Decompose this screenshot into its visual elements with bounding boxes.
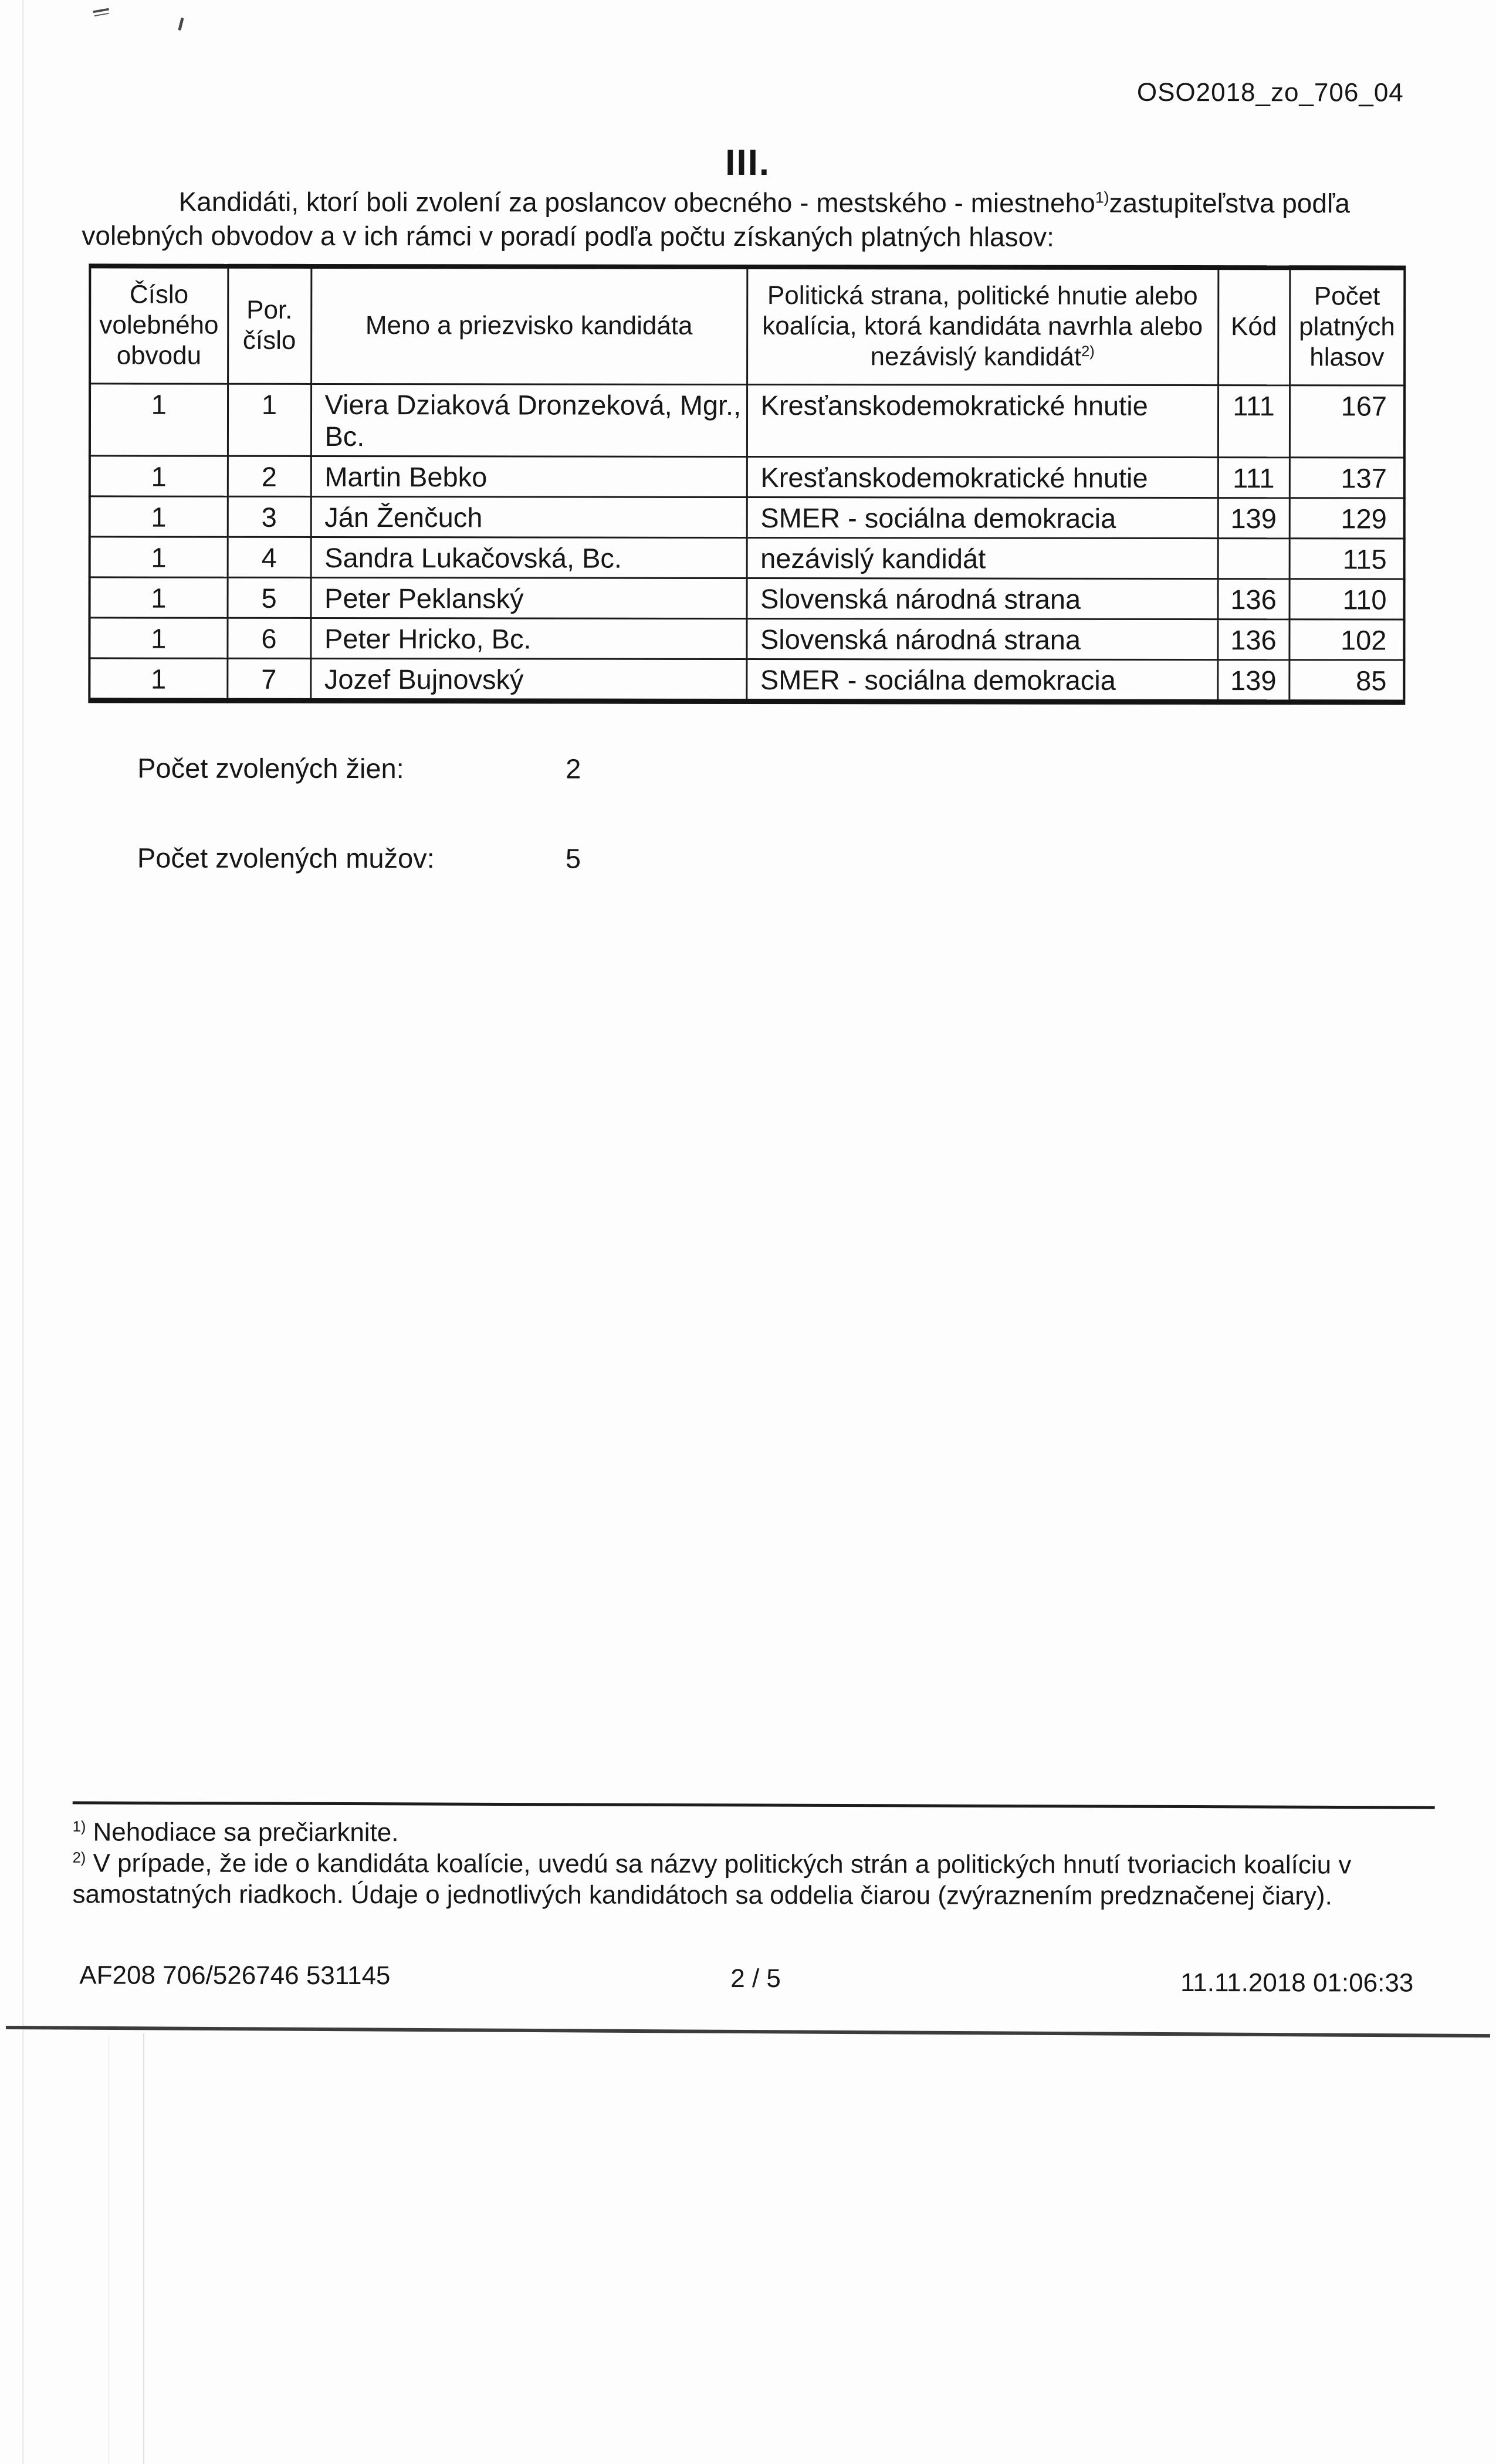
page-footer bbox=[79, 1961, 1414, 1998]
footnote-1-ref: 1) bbox=[72, 1818, 86, 1835]
cell-code: 139 bbox=[1218, 497, 1289, 538]
summary-women-label: Počet zvolených žien: bbox=[137, 752, 404, 784]
cell-order: 7 bbox=[227, 658, 310, 700]
results-table bbox=[88, 263, 1406, 705]
intro-paragraph bbox=[82, 184, 1407, 254]
cell-party: Kresťanskodemokratické hnutie bbox=[747, 384, 1218, 457]
cell-votes: 137 bbox=[1289, 457, 1404, 497]
cell-district: 1 bbox=[90, 536, 228, 577]
col-header-name: Meno a priezvisko kandidáta bbox=[311, 266, 747, 384]
cell-party: Slovenská národná strana bbox=[747, 578, 1218, 619]
summary-men-row bbox=[137, 842, 581, 875]
cell-district: 1 bbox=[89, 658, 227, 700]
cell-party: SMER - sociálna demokracia bbox=[746, 659, 1217, 702]
table-row bbox=[90, 496, 1404, 538]
cell-order: 2 bbox=[228, 456, 311, 496]
cell-votes: 85 bbox=[1289, 659, 1404, 702]
cell-votes: 167 bbox=[1289, 385, 1404, 457]
table-row bbox=[89, 658, 1404, 702]
table-row bbox=[90, 577, 1404, 619]
cell-order: 1 bbox=[228, 384, 311, 456]
cell-district: 1 bbox=[89, 617, 227, 658]
cell-code: 139 bbox=[1217, 659, 1289, 702]
cell-district: 1 bbox=[90, 496, 228, 536]
summary-women-row bbox=[137, 752, 581, 785]
col-header-district: Číslo volebného obvodu bbox=[90, 266, 228, 383]
cell-votes: 110 bbox=[1289, 578, 1404, 619]
footer-page-indicator: 2 / 5 bbox=[730, 1964, 781, 1993]
scan-crease-line bbox=[108, 2036, 109, 2464]
footer-timestamp: 11.11.2018 01:06:33 bbox=[1180, 1968, 1414, 1998]
cell-code: 111 bbox=[1218, 457, 1289, 497]
cell-name: Peter Peklanský bbox=[311, 577, 747, 618]
cell-district: 1 bbox=[90, 383, 228, 455]
cell-name: Peter Hricko, Bc. bbox=[310, 618, 746, 659]
footnotes-block bbox=[72, 1816, 1386, 1911]
cell-order: 6 bbox=[227, 618, 310, 658]
footnote-1 bbox=[73, 1816, 1387, 1849]
cell-name: Viera Dziaková Dronzeková, Mgr., Bc. bbox=[311, 384, 747, 456]
footnote-1-text: Nehodiace sa prečiarknite. bbox=[86, 1817, 399, 1847]
cell-votes: 115 bbox=[1289, 538, 1404, 578]
cell-party: SMER - sociálna demokracia bbox=[747, 497, 1218, 538]
cell-name: Martin Bebko bbox=[311, 456, 747, 497]
intro-text-before: Kandidáti, ktorí boli zvolení za poslancov obecného - mestského - miestneho bbox=[178, 186, 1095, 218]
col-header-code: Kód bbox=[1218, 268, 1289, 385]
cell-votes: 102 bbox=[1289, 619, 1404, 659]
cell-code: 136 bbox=[1217, 619, 1289, 659]
cell-party: Slovenská národná strana bbox=[746, 618, 1217, 659]
cell-name: Ján Ženčuch bbox=[311, 496, 747, 537]
col-header-order: Por. číslo bbox=[228, 266, 311, 384]
intro-footnote-ref: 1) bbox=[1095, 188, 1109, 207]
cell-code: 136 bbox=[1218, 578, 1289, 619]
cell-code: 111 bbox=[1218, 385, 1289, 457]
document-id: OSO2018_zo_706_04 bbox=[1136, 77, 1404, 107]
cell-name: Jozef Bujnovský bbox=[310, 658, 746, 701]
section-title: III. bbox=[725, 142, 771, 184]
cell-name: Sandra Lukačovská, Bc. bbox=[311, 537, 747, 578]
table-row bbox=[90, 383, 1404, 457]
scan-left-edge-shadow bbox=[22, 0, 24, 2464]
table-row bbox=[90, 455, 1404, 497]
footnote-2-ref: 2) bbox=[72, 1849, 86, 1866]
cell-code bbox=[1218, 538, 1289, 578]
table-body bbox=[89, 383, 1404, 702]
cell-party: nezávislý kandidát bbox=[747, 537, 1218, 578]
scan-crease-line bbox=[143, 2033, 144, 2464]
footnote-divider bbox=[73, 1801, 1435, 1809]
table-header-row bbox=[90, 266, 1404, 385]
table-row bbox=[90, 536, 1404, 578]
cell-district: 1 bbox=[90, 455, 228, 496]
cell-order: 4 bbox=[228, 537, 311, 577]
cell-party: Kresťanskodemokratické hnutie bbox=[747, 456, 1218, 497]
summary-men-label: Počet zvolených mužov: bbox=[137, 842, 435, 874]
party-header-footnote-ref: 2) bbox=[1081, 343, 1095, 360]
table-header bbox=[90, 266, 1404, 385]
footer-form-code: AF208 706/526746 531145 bbox=[79, 1961, 391, 1991]
footnote-2-text: V prípade, že ide o kandidáta koalície, uvedú sa názvy politických strán a politických hnutí tvoriacich koalíciu v samostatných riadkoch. Údaje o jednotlivých kandidátoch sa oddelia čiarou (zvýraznením predznačenej čiary). bbox=[72, 1849, 1352, 1911]
summary-block bbox=[137, 752, 581, 875]
table-row bbox=[89, 617, 1404, 659]
col-header-votes: Počet platných hlasov bbox=[1289, 268, 1404, 385]
summary-men-value: 5 bbox=[565, 842, 581, 874]
cell-votes: 129 bbox=[1289, 497, 1404, 538]
footnote-2 bbox=[72, 1847, 1386, 1911]
intro-text-after: zastupiteľstva podľa volebných obvodov a v ich rámci v poradí podľa počtu získaných platných hlasov: bbox=[82, 187, 1351, 252]
col-header-party: Politická strana, politické hnutie alebo koalícia, ktorá kandidáta navrhla alebo nezávislý kandidát$^{2)}$ bbox=[747, 267, 1218, 385]
cell-order: 5 bbox=[228, 577, 311, 618]
cell-district: 1 bbox=[90, 577, 228, 617]
cell-order: 3 bbox=[228, 496, 311, 537]
summary-women-value: 2 bbox=[566, 753, 581, 784]
